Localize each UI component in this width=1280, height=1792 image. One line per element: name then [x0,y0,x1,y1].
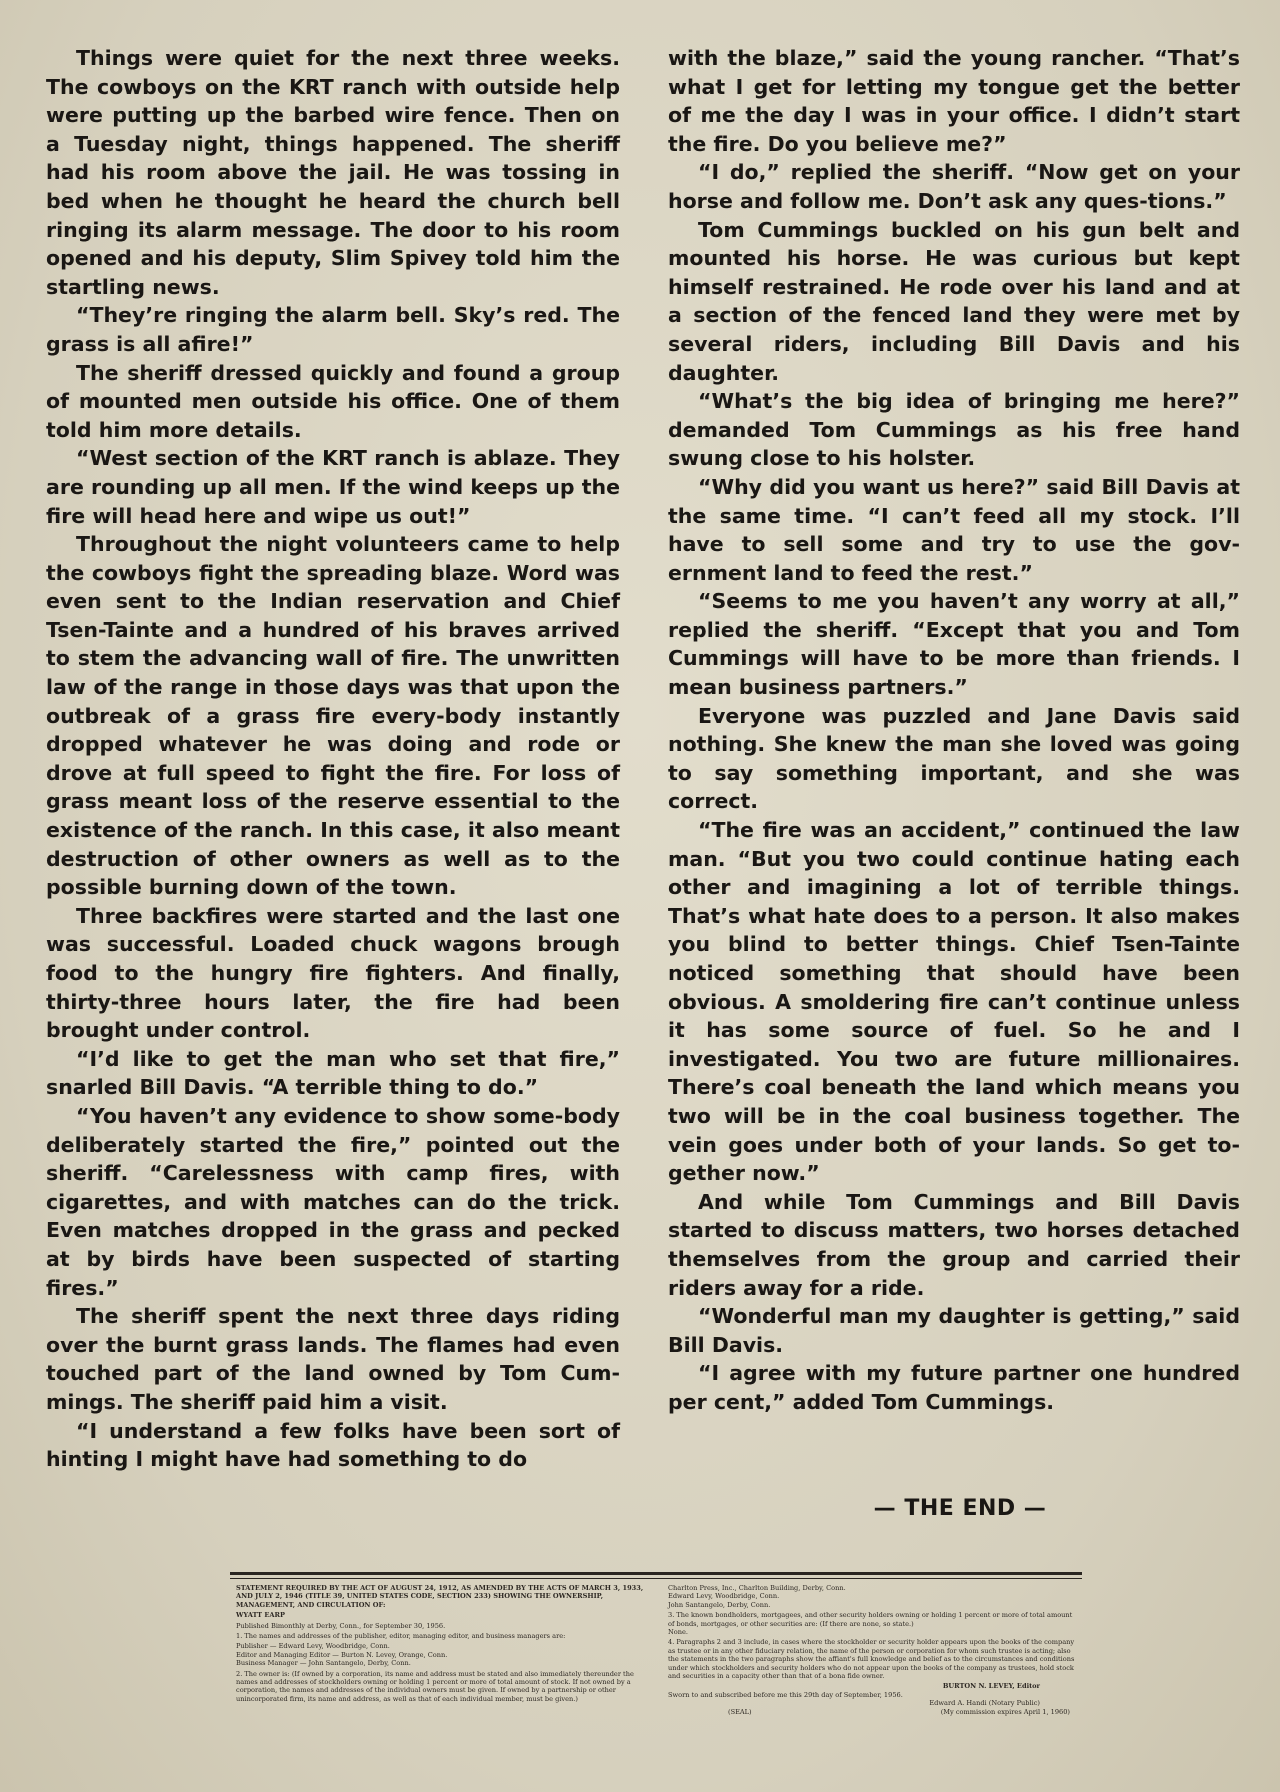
paragraph: “West section of the KRT ranch is ablaze. They are rounding up all men. If the wind keeps up the fire will head here and wipe us out!” [46,446,620,528]
paragraph: “The fire was an accident,” continued the law man. “But you two could continue hating each other and imagining a lot of terrible things. That’s what hate does to a person. It also makes you blind to better things. Chief Tsen-Tainte noticed something that should have been obvious. A smoldering fire can’t continue unless it has some source of fuel. So he and I investigated. You two are future millionaires. There’s coal beneath the land which means you two will be in the coal business together. The vein goes under both of your lands. So get to-gether now.” [668,818,1240,1186]
statement-line: 1. The names and addresses of the publisher, editor, managing editor, and business managers are: [236,1632,566,1641]
statement-line: Publisher — Edward Levy, Woodbridge, Conn. [236,1642,390,1651]
statement-line: 2. The owner is: (If owned by a corporation, its name and address must be stated and also immediately thereunder the names and addresses of stockholders owning or holding 1 percent or more of total amount of stock. If not owned by a corporation, the names and addresses of the individual owners must be given. If owned by a partnership or other unincorporated firm, its name and address, as well as that of each individual member, must be given.) [236,1669,634,1703]
statement-line: Sworn to and subscribed before me this 29th day of September, 1956. [668,1690,903,1699]
statement-line: None. [668,1628,688,1637]
statement-line: Edward A. Handi (Notary Public) [929,1699,1040,1708]
paragraph: Tom Cummings buckled on his gun belt and mounted his horse. He was curious but kept himself restrained. He rode over his land and at a section of the fenced land they were met by several riders, including Bill Davis and his daughter. [668,217,1240,385]
statement-column-left [236,1584,648,1705]
paragraph: Three backfires were started and the last one was successful. Loaded chuck wagons brough food to the hungry fire fighters. And finally, thirty-three hours later, the fire had been brought under control. [46,903,620,1043]
paragraph: Everyone was puzzled and Jane Davis said nothing. She knew the man she loved was going to say something important, and she was correct. [668,703,1240,814]
paragraph: Throughout the night volunteers came to help the cowboys fight the spreading blaze. Word was even sent to the Indian reservation and Chief Tsen-Tainte and a hundred of his braves arrived to stem the advancing wall of fire. The unwritten law of the range in those days was that upon the outbreak of a grass fire every-body instantly dropped whatever he was doing and rode or drove at full speed to fight the fire. For loss of grass meant loss of the reserve essential to the existence of the ranch. In this case, it also meant destruction of other owners as well as to the possible burning down of the town. [46,532,620,900]
paragraph: “I do,” replied the sheriff. “Now get on your horse and follow me. Don’t ask any ques-tions.” [668,160,1240,213]
paragraph: “What’s the big idea of bringing me here?” demanded Tom Cummings as his free hand swung close to his holster. [668,389,1240,471]
statement-commission: (My commission expires April 1, 1960) [940,1707,1070,1716]
paragraph: The sheriff dressed quickly and found a group of mounted men outside his office. One of them told him more details. [46,360,620,442]
story-column-right [668,44,1240,1417]
story-column-left [46,44,620,1474]
paragraph: “You haven’t any evidence to show some-body deliberately started the fire,” pointed out the sheriff. “Carelessness with camp fires, with cigarettes, and with matches can do the trick. Even matches dropped in the grass and pecked at by birds have been suspected of starting fires.” [46,1103,620,1300]
paragraph: “I’d like to get the man who set that fire,” snarled Bill Davis. “A terrible thing to do.” [46,1046,620,1100]
paragraph: “Why did you want us here?” said Bill Davis at the same time. “I can’t feed all my stock. I’ll have to sell some and try to use the gov-ernment land to feed the rest.” [668,474,1240,585]
statement-line: 3. The known bondholders, mortgagees, and other security holders owning or holding 1 percent or more of total amount of bonds, mortgages, or other securities are: (If there are none, so state.) [668,1611,1073,1628]
statement-heading: STATEMENT REQUIRED BY THE ACT OF AUGUST 24, 1912, AS AMENDED BY THE ACTS OF MARCH 3, 1933, AND JULY 2, 1946 (TITLE 39, UNITED STATES CODE, SECTION 233) SHOWING THE OWNERSHIP, MANAGEMENT, AND CIRCULATION OF: [236,1584,644,1609]
statement-line: Charlton Press, Inc., Charlton Building, Derby, Conn. [668,1584,846,1592]
paragraph: Things were quiet for the next three weeks. The cowboys on the KRT ranch with outside help were putting up the barbed wire fence. Then on a Tuesday night, things happened. The sheriff had his room above the jail. He was tossing in bed when he thought he heard the church bell ringing its alarm message. The door to his room opened and his deputy, Slim Spivey told him the startling news. [46,46,620,299]
statement-column-right [668,1584,1080,1716]
statement-line: Published Bimonthly at Derby, Conn., for September 30, 1956. [236,1621,446,1630]
statement-line: Edward Levy, Woodbridge, Conn. [668,1592,780,1601]
paragraph: The sheriff spent the next three days riding over the burnt grass lands. The flames had even touched part of the land owned by Tom Cum-mings. The sheriff paid him a visit. [46,1304,620,1414]
statement-line: John Santangelo, Derby, Conn. [668,1600,771,1609]
paragraph: “I agree with my future partner one hundred per cent,” added Tom Cummings. [668,1361,1240,1414]
statement-title: WYATT EARP [236,1611,285,1620]
statement-line: Business Manager — John Santangelo, Derby, Conn. [236,1659,411,1668]
ownership-statement [234,1584,1082,1760]
statement-line: Editor and Managing Editor — Burton N. Levey, Orange, Conn. [236,1650,448,1659]
statement-line [668,1708,1080,1716]
paragraph: “Seems to me you haven’t any worry at all,” replied the sheriff. “Except that you and Tom Cummings will have to be more than friends. I mean business partners.” [668,589,1240,700]
paragraph: And while Tom Cummings and Bill Davis started to discuss matters, two horses detached themselves from the group and carried their riders away for a ride. [668,1189,1240,1300]
statement-signer: BURTON N. LEVEY, Editor [942,1682,1040,1691]
paragraph: “They’re ringing the alarm bell. Sky’s red. The grass is all afire!” [46,303,620,356]
divider [230,1572,1082,1575]
statement-seal: (SEAL) [728,1707,752,1716]
divider [230,1578,1082,1579]
paragraph: “I understand a few folks have been sort of hinting I might have had something to do [46,1418,620,1472]
statement-line: 4. Paragraphs 2 and 3 include, in cases where the stockholder or security holder appears upon the books of the company as trustee or in any other fiduciary relation, the name of the person or corporation for whom such trustee is acting; also the statements in the two paragraphs show the affiant's full knowledge and belief as to the circumstances and conditions under which stockholders and security holders who do not appear upon the books of the company as trustees, hold stock and securities in a capacity other than that of a bona fide owner. [668,1638,1075,1681]
the-end: — THE END — [873,1496,1047,1521]
paragraph: “Wonderful man my daughter is getting,” said Bill Davis. [668,1304,1240,1357]
paragraph-continued: with the blaze,” said the young rancher. “That’s what I get for letting my tongue get the better of me the day I was in your office. I didn’t start the fire. Do you believe me?” [668,46,1240,156]
